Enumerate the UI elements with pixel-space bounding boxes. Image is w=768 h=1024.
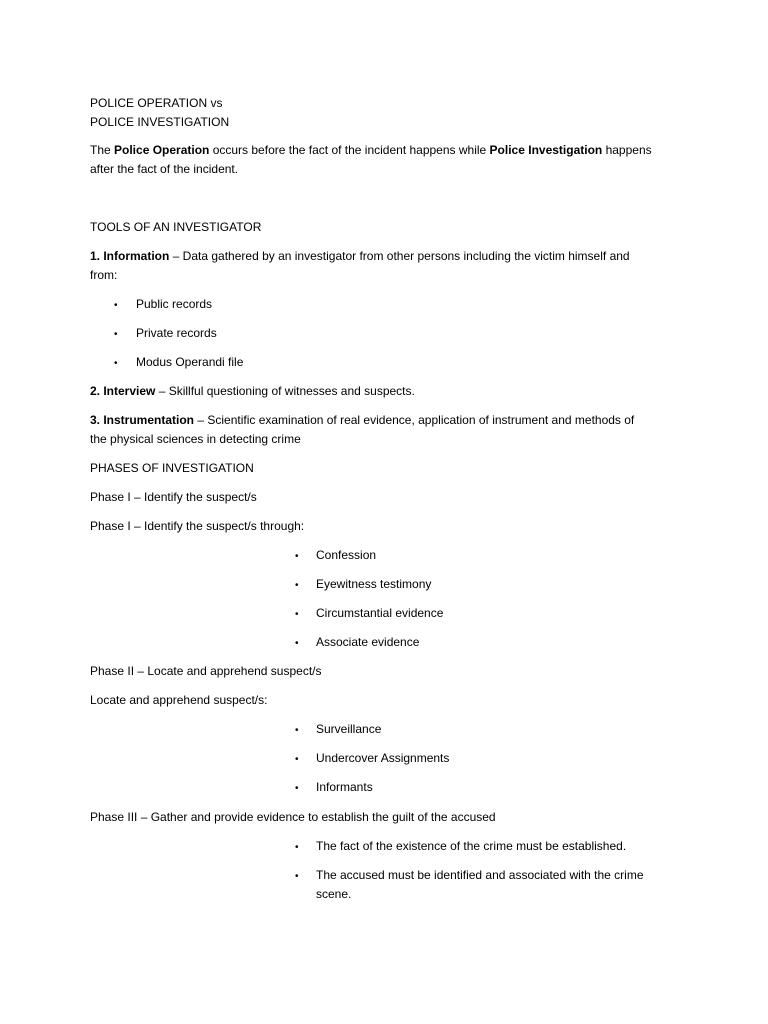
list-item: Surveillance [316,722,382,736]
phase-2-title: Phase II – Locate and apprehend suspect/s [90,664,322,678]
list-item: Informants [316,780,373,794]
list-item: The accused must be identified and associated with the crime [316,868,644,882]
list-item: Modus Operandi file [136,355,244,369]
intro-text-2: occurs before the fact of the incident happens while [209,143,490,157]
phase-1-title: Phase I – Identify the suspect/s [90,490,257,504]
information-label: 1. Information [90,249,170,263]
list-item: Associate evidence [316,635,420,649]
intro-bold-police-investigation: Police Investigation [489,143,603,157]
title-line-1: POLICE OPERATION vs [90,96,223,110]
intro-text-3: happens [602,143,652,157]
intro-text-1: The [90,143,115,157]
information-text: – Data gathered by an investigator from other persons including the victim himself and [169,249,630,263]
instrumentation-label: 3. Instrumentation [90,413,195,427]
list-item: Eyewitness testimony [316,577,432,591]
bullet-marker: • [295,580,299,591]
interview-label: 2. Interview [90,384,156,398]
list-item: Private records [136,326,217,340]
bullet-marker: • [114,329,118,340]
bullet-marker: • [295,754,299,765]
list-item: The fact of the existence of the crime must be established. [316,839,627,853]
instrumentation-text: – Scientific examination of real evidence, application of instrument and methods of [194,413,635,427]
intro-paragraph-line-2: after the fact of the incident. [90,162,239,176]
phases-heading: PHASES OF INVESTIGATION [90,461,254,475]
list-item-continuation: scene. [316,887,352,901]
list-item: Circumstantial evidence [316,606,444,620]
intro-bold-police-operation: Police Operation [114,143,210,157]
phase-2-subtitle: Locate and apprehend suspect/s: [90,693,268,707]
interview-text: – Skillful questioning of witnesses and suspects. [155,384,415,398]
information-line-2: from: [90,268,118,282]
instrumentation-line-1 [90,411,634,430]
interview-line [90,382,415,401]
bullet-marker: • [295,551,299,562]
bullet-marker: • [114,358,118,369]
phase-3-title: Phase III – Gather and provide evidence to establish the guilt of the accused [90,810,496,824]
list-item: Confession [316,548,377,562]
bullet-marker: • [295,871,299,882]
list-item: Public records [136,297,213,311]
title-line-2: POLICE INVESTIGATION [90,115,230,129]
bullet-marker: • [295,783,299,794]
intro-paragraph-line-1 [90,141,652,160]
bullet-marker: • [114,300,118,311]
information-line-1 [90,247,630,266]
bullet-marker: • [295,842,299,853]
phase-1-subtitle: Phase I – Identify the suspect/s through: [90,519,305,533]
instrumentation-line-2: the physical sciences in detecting crime [90,432,301,446]
bullet-marker: • [295,725,299,736]
list-item: Undercover Assignments [316,751,450,765]
bullet-marker: • [295,609,299,620]
tools-heading: TOOLS OF AN INVESTIGATOR [90,220,262,234]
bullet-marker: • [295,638,299,649]
